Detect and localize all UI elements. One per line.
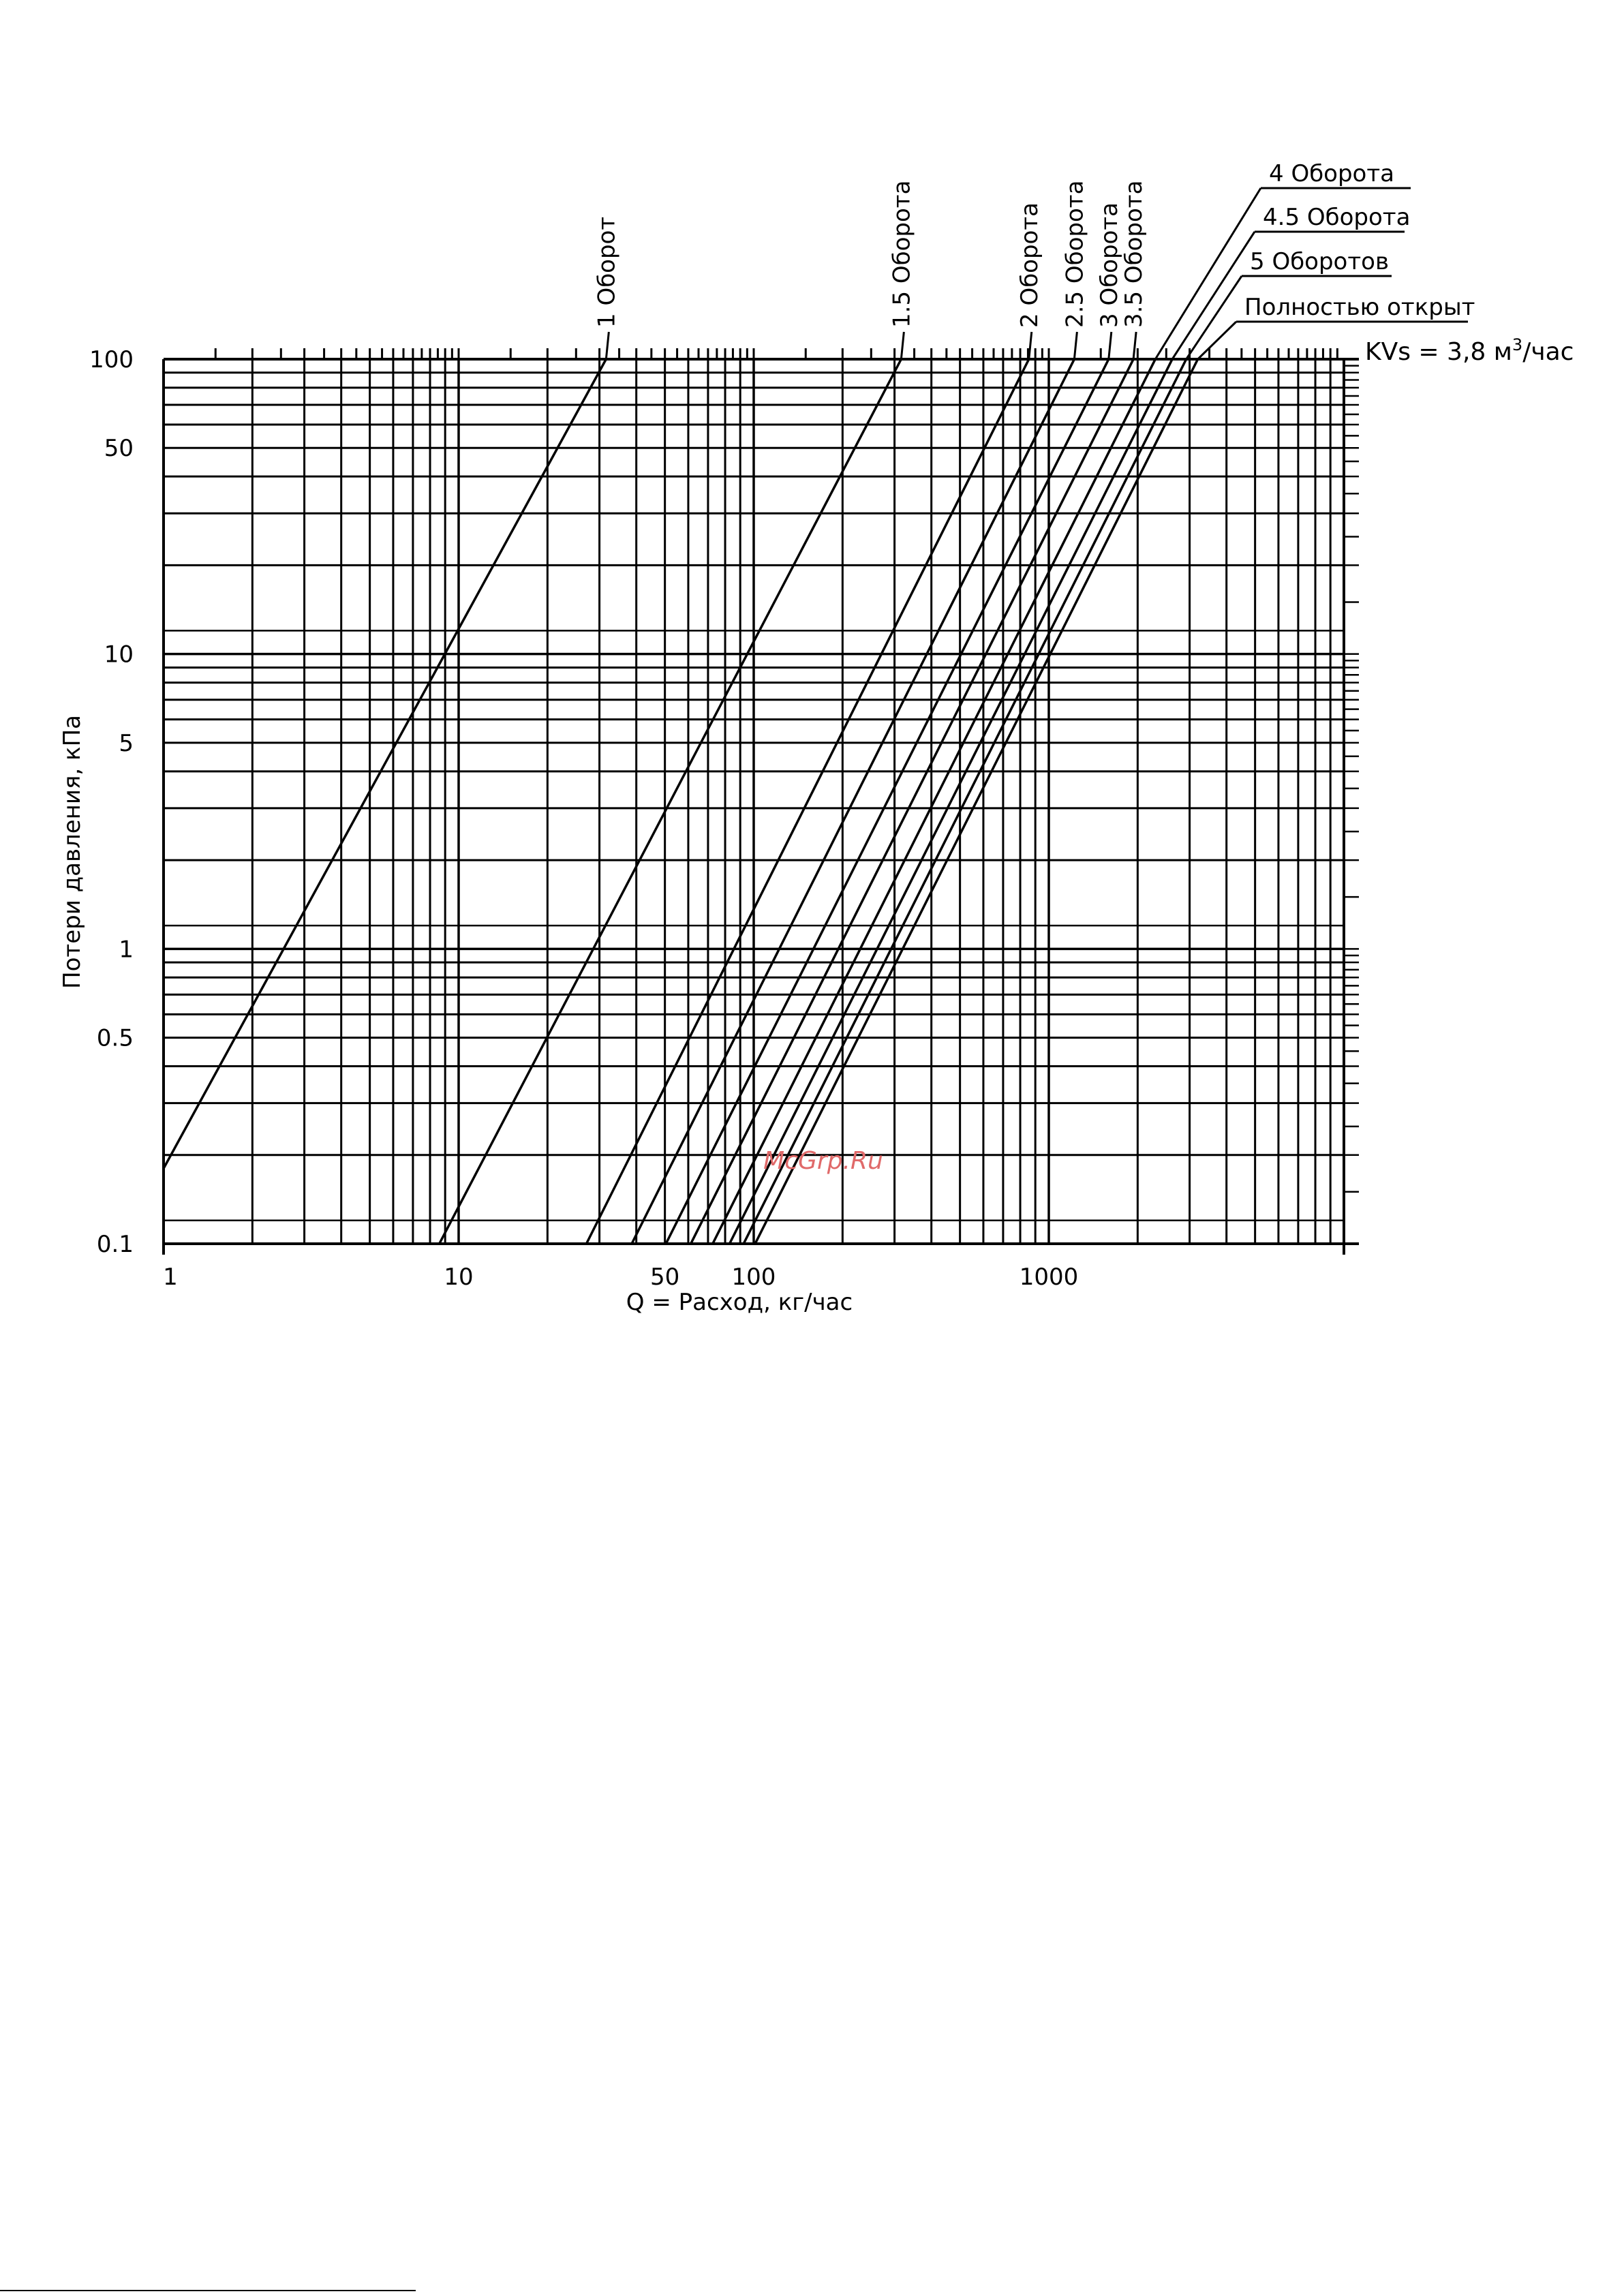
footer-rule <box>0 2290 416 2291</box>
series-line <box>755 359 1198 1244</box>
y-tick-label: 50 <box>104 435 134 463</box>
y-tick-label: 5 <box>119 729 134 757</box>
x-axis-title: Q = Расход, кг/час <box>626 1289 853 1316</box>
series-line <box>691 359 1133 1244</box>
series-line <box>730 359 1173 1244</box>
grid <box>164 359 1344 1244</box>
series-label: 1 Оборот <box>593 216 621 328</box>
series-line <box>666 359 1109 1244</box>
series-line <box>440 359 902 1244</box>
label-leader <box>901 332 904 359</box>
label-leader <box>1172 232 1255 359</box>
y-tick-label: 0.5 <box>96 1024 134 1052</box>
series-label: 4 Оборота <box>1269 160 1394 187</box>
series-line <box>744 359 1186 1244</box>
y-tick-label: 0.1 <box>96 1231 134 1258</box>
series-label: Полностью открыт <box>1244 294 1475 321</box>
label-leader <box>1074 332 1077 359</box>
series-label: 5 Оборотов <box>1250 248 1389 275</box>
right-minor-ticks <box>1344 366 1359 1192</box>
series-line <box>713 359 1156 1244</box>
x-tick-label: 1000 <box>1019 1264 1079 1291</box>
y-tick-label: 10 <box>104 641 134 669</box>
label-leader <box>606 332 609 359</box>
series-label: 2 Оборота <box>1015 202 1043 328</box>
series-line <box>164 359 606 1169</box>
label-leader <box>1133 332 1136 359</box>
series-label: 3 Оборота <box>1095 202 1123 328</box>
label-leader <box>1029 332 1032 359</box>
series-line <box>632 359 1074 1244</box>
y-tick-label: 100 <box>89 346 134 373</box>
x-tick-label: 100 <box>731 1264 776 1291</box>
kvs-annotation: KVs = 3,8 $м^3$/час <box>1365 335 1574 366</box>
series-label: 1.5 Оборота <box>888 180 916 328</box>
x-tick-label: 10 <box>444 1264 474 1291</box>
x-tick-label: 50 <box>650 1264 680 1291</box>
y-axis-title: Потери давления, кПа <box>59 715 86 989</box>
series-label: 4.5 Оборота <box>1263 204 1411 231</box>
top-minor-ticks <box>215 348 1337 359</box>
label-leader <box>1155 188 1261 359</box>
series-label: 3.5 Оборота <box>1120 180 1148 328</box>
label-leader <box>1186 276 1242 359</box>
series-line <box>586 359 1028 1244</box>
label-leader <box>1198 322 1236 359</box>
series-label: 2.5 Оборота <box>1061 180 1089 328</box>
x-tick-label: 1 <box>163 1264 178 1291</box>
x-tick-labels <box>163 1264 1078 1291</box>
plot-frame <box>164 359 1359 1255</box>
series-lines <box>164 359 1198 1244</box>
y-tick-labels <box>89 346 134 1258</box>
series-labels <box>593 160 1475 359</box>
label-leader <box>1109 332 1112 359</box>
y-tick-label: 1 <box>119 936 134 964</box>
watermark: McGrp.Ru <box>763 1147 883 1175</box>
